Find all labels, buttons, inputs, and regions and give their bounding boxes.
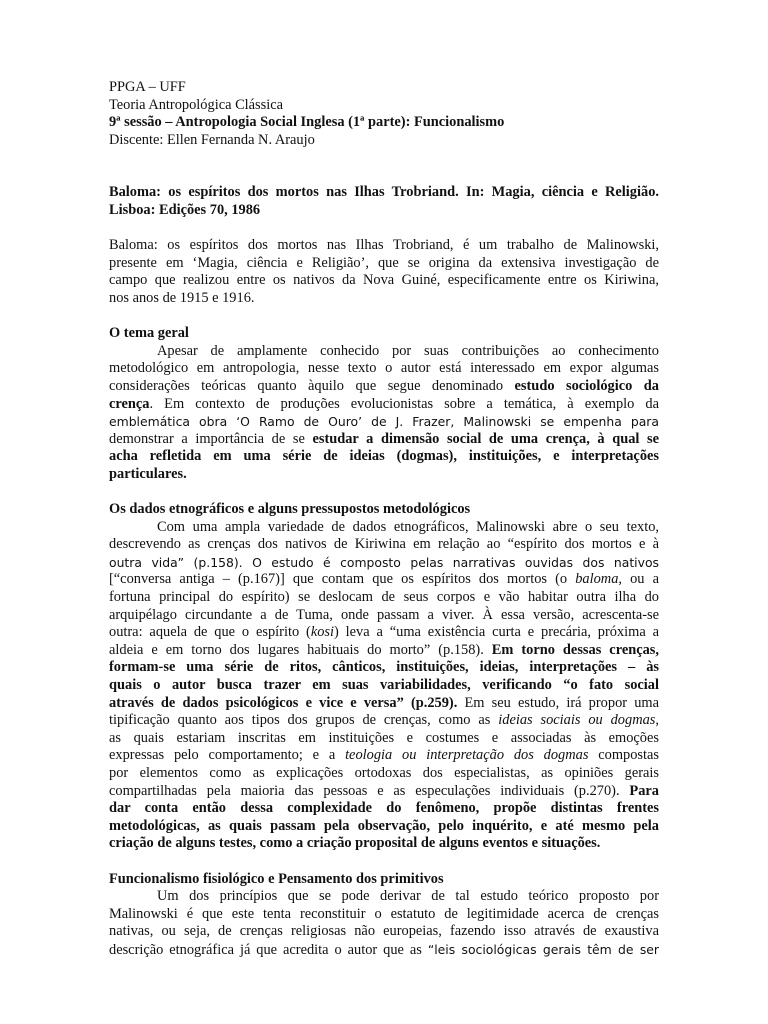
- section-heading: Os dados etnográficos e alguns pressupostos metodológicos: [109, 501, 471, 518]
- reference-line-1: Baloma: os espíritos dos mortos nas Ilhas Trobriand. In: Magia, ciência e Religião.: [109, 184, 659, 201]
- bold-run: através de dados psicológicos e vice e versa” (p.259).: [109, 694, 458, 711]
- paragraph-line: acha refletida em uma série de ideias (dogmas), instituições, e interpretações: [109, 448, 659, 465]
- course-line: Teoria Antropológica Clássica: [109, 96, 284, 113]
- paragraph-line: formam-se uma série de ritos, cânticos, instituições, ideias, interpretações – às: [109, 659, 659, 676]
- bold-run: crença: [109, 395, 150, 412]
- text-run: expressas pelo comportamento; e a: [109, 747, 346, 764]
- bold-run: Em torno dessas crenças,: [491, 641, 659, 658]
- section-funcionalismo: [109, 871, 659, 960]
- intro-line: campo que realizou entre os nativos da Nova Guiné, especificamente entre os Kiriwina,: [109, 272, 659, 289]
- paragraph-line: Apesar de amplamente conhecido por suas contribuições ao conhecimento: [157, 342, 659, 359]
- text-run: . Em contexto de produções evolucionistas sobre a temática, à exemplo da: [149, 395, 659, 412]
- text-run: aldeia e em torno dos lugares habituais do morto” (p.158).: [109, 641, 492, 658]
- italic-run: teologia ou interpretação dos dogmas: [345, 747, 589, 764]
- bold-run: estudo sociológico da: [514, 377, 659, 394]
- paragraph-line: [109, 747, 659, 765]
- paragraph-line: [109, 431, 659, 449]
- section-paragraph: [109, 519, 659, 853]
- paragraph-line: [109, 712, 659, 730]
- paragraph-line: Um dos princípios que se pode derivar de tal estudo teórico proposto por: [157, 888, 659, 905]
- bold-run: Para: [629, 782, 659, 799]
- text-run: Em seu estudo, irá propor uma: [457, 694, 659, 711]
- paragraph-line: descrevendo as crenças dos nativos de Kiriwina em relação ao “espírito dos mortos e à: [109, 536, 659, 553]
- italic-run: ideias sociais ou dogmas: [498, 712, 656, 729]
- paragraph-line: criação de alguns testes, como a criação proposital de alguns eventos e situações.: [109, 835, 601, 852]
- paragraph-line: [109, 695, 659, 713]
- section-heading: Funcionalismo fisiológico e Pensamento dos primitivos: [109, 870, 444, 887]
- paragraph-line: [109, 783, 659, 801]
- text-run: compartilhadas pela maioria das pessoas e as especulações individuais (p.270).: [109, 782, 630, 799]
- header-block: [109, 79, 659, 149]
- paragraph-line: por elementos como as explicações ortodoxas dos especialistas, as opiniões gerais: [109, 764, 659, 781]
- text-run: demonstrar a importância de se: [109, 430, 313, 447]
- paragraph-line: fortuna principal do espírito) se deslocam de seus corpos e vão habitar outra ilha do: [109, 589, 659, 606]
- reference-line-2: Lisboa: Edições 70, 1986: [109, 201, 261, 218]
- paragraph-line: emblemática obra ‘O Ramo de Ouro’ de J. Frazer, Malinowski se empenha para: [109, 414, 659, 430]
- paragraph-line: arquipélago circundante a de Tuma, onde passam a viver. À essa versão, acrescenta-se: [109, 606, 659, 623]
- text-run: tipificação quanto aos tipos dos grupos de crenças, como as: [109, 712, 499, 729]
- paragraph-line: dar conta então dessa complexidade do fenômeno, propõe distintas frentes: [109, 800, 659, 817]
- document-body: [109, 79, 659, 960]
- paragraph-line: [109, 378, 659, 396]
- student-line: Discente: Ellen Fernanda N. Araujo: [109, 131, 315, 148]
- program-line: PPGA – UFF: [109, 79, 186, 95]
- paragraph-line: [109, 571, 659, 589]
- text-run: ) leva a “uma existência curta e precária, próxima a: [334, 624, 660, 641]
- paragraph-line: Com uma ampla variedade de dados etnográficos, Malinowski abre o seu texto,: [157, 518, 659, 535]
- text-run: ,: [655, 712, 659, 729]
- section-paragraph: [109, 343, 659, 484]
- italic-run: kosi: [310, 624, 334, 641]
- paragraph-line: metodológico em antropologia, nesse texto o autor está interessado em expor algumas: [109, 360, 659, 377]
- intro-line: presente em ‘Magia, ciência e Religião’, que se origina da extensiva investigação de: [109, 254, 659, 271]
- section-dados-etnograficos: [109, 501, 659, 853]
- text-run: considerações teóricas quanto àquilo que segue denominado: [109, 377, 515, 394]
- text-run: outra: aquela de que o espírito (: [109, 624, 311, 641]
- text-run: compostas: [588, 747, 659, 764]
- bold-run: estudar a dimensão social de uma crença, à qual se: [312, 430, 659, 447]
- paragraph-line: outra vida” (p.158). O estudo é composto pelas narrativas ouvidas dos nativos: [109, 554, 659, 570]
- text-run: “leis sociológicas gerais têm de ser: [427, 941, 659, 957]
- paragraph-line: quais o autor busca trazer em suas variabilidades, verificando “o fato social: [109, 677, 659, 693]
- paragraph-line: metodológicas, as quais passam pela observação, pelo inquérito, e até mesmo pela: [109, 817, 659, 834]
- italic-run: baloma: [575, 571, 619, 588]
- paragraph-line: nativas, ou seja, de crenças religiosas não europeias, fazendo isso através de exaustiva: [109, 923, 659, 940]
- section-tema-geral: [109, 325, 659, 483]
- section-paragraph: [109, 888, 659, 959]
- paragraph-line: particulares.: [109, 465, 187, 482]
- paragraph-line: Malinowski é que este tenta reconstituir o estatuto de legitimidade acerca de crenças: [109, 905, 659, 922]
- text-run: [“conversa antiga – (p.167)] que contam que os espíritos dos mortos (o: [109, 571, 576, 588]
- section-heading: O tema geral: [109, 325, 189, 342]
- session-line: 9ª sessão – Antropologia Social Inglesa (1ª parte): Funcionalismo: [109, 114, 505, 131]
- paragraph-line: [109, 642, 659, 660]
- reference-block: [109, 184, 659, 219]
- intro-paragraph: [109, 237, 659, 307]
- text-run: descrição etnográfica já que acredita o autor que as: [109, 941, 428, 958]
- intro-line: Baloma: os espíritos dos mortos nas Ilhas Trobriand, é um trabalho de Malinowski,: [109, 237, 659, 254]
- text-run: , ou a: [618, 571, 660, 588]
- intro-line: nos anos de 1915 e 1916.: [109, 289, 255, 306]
- paragraph-line: as quais estariam inscritas em instituições e costumes e associadas às emoções: [109, 729, 659, 746]
- paragraph-line: [109, 941, 659, 960]
- paragraph-line: [109, 624, 659, 642]
- paragraph-line: [109, 396, 659, 414]
